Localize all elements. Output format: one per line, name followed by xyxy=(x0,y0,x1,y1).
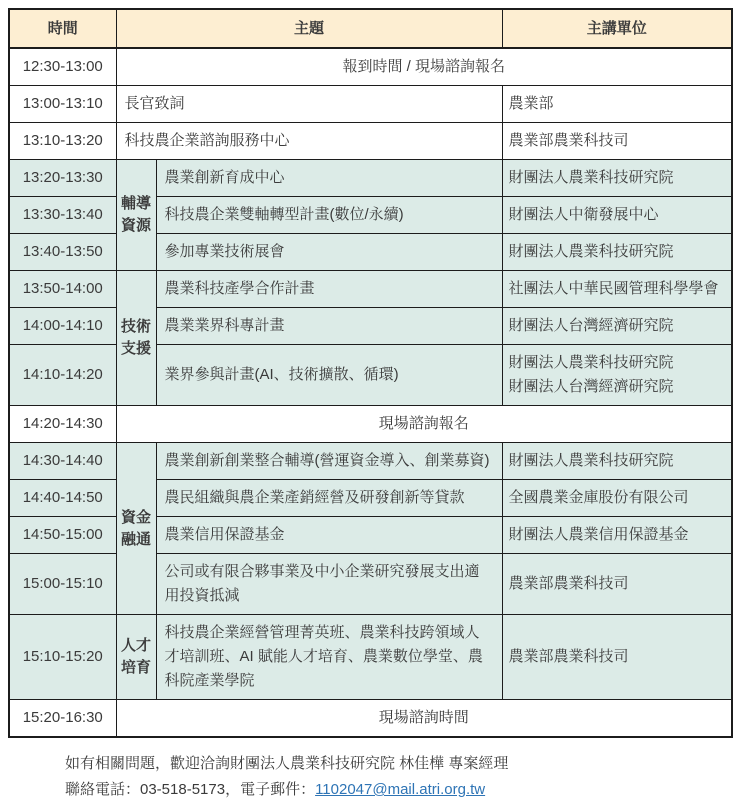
time-cell: 14:20-14:30 xyxy=(9,406,116,443)
contact-info-text: 聯絡電話：03-518-5173，電子郵件： xyxy=(65,781,316,798)
col-header-speaker: 主講單位 xyxy=(502,9,732,48)
time-cell: 15:10-15:20 xyxy=(9,615,116,700)
table-row-onsite-consultation xyxy=(9,700,732,738)
speaker-cell: 財團法人農業科技研究院 xyxy=(502,234,732,271)
table-row xyxy=(9,443,732,480)
merged-cell: 現場諮詢時間 xyxy=(116,700,732,738)
speaker-cell: 財團法人農業科技研究院 xyxy=(502,443,732,480)
time-cell: 13:00-13:10 xyxy=(9,86,116,123)
speaker-cell: 農業部農業科技司 xyxy=(502,615,732,700)
time-cell: 14:10-14:20 xyxy=(9,345,116,406)
speaker-cell: 財團法人農業信用保證基金 xyxy=(502,517,732,554)
footer-line2 xyxy=(65,777,711,798)
header-row xyxy=(9,9,732,48)
table-row-onsite-registration xyxy=(9,406,732,443)
table-row xyxy=(9,123,732,160)
category-cell-technical-support: 技術支援 xyxy=(116,271,156,406)
topic-cell: 農業創新育成中心 xyxy=(156,160,502,197)
topic-cell: 長官致詞 xyxy=(116,86,502,123)
email-link[interactable]: 1102047@mail.atri.org.tw xyxy=(315,781,486,798)
time-cell: 13:30-13:40 xyxy=(9,197,116,234)
topic-cell: 農業業界科專計畫 xyxy=(156,308,502,345)
schedule-table xyxy=(8,8,733,738)
merged-cell: 報到時間 / 現場諮詢報名 xyxy=(116,48,732,86)
speaker-cell: 農業部農業科技司 xyxy=(502,554,732,615)
table-row xyxy=(9,86,732,123)
topic-cell: 公司或有限合夥事業及中小企業研究發展支出適用投資抵減 xyxy=(156,554,502,615)
topic-cell: 科技農企業諮詢服務中心 xyxy=(116,123,502,160)
time-cell: 12:30-13:00 xyxy=(9,48,116,86)
table-row xyxy=(9,271,732,308)
time-cell: 13:40-13:50 xyxy=(9,234,116,271)
time-cell: 14:50-15:00 xyxy=(9,517,116,554)
time-cell: 15:00-15:10 xyxy=(9,554,116,615)
speaker-cell: 農業部農業科技司 xyxy=(502,123,732,160)
topic-cell: 科技農企業雙軸轉型計畫(數位/永續) xyxy=(156,197,502,234)
topic-cell: 農業科技產學合作計畫 xyxy=(156,271,502,308)
col-header-time: 時間 xyxy=(9,9,116,48)
topic-cell: 參加專業技術展會 xyxy=(156,234,502,271)
merged-cell: 現場諮詢報名 xyxy=(116,406,732,443)
category-cell-coaching-resources: 輔導資源 xyxy=(116,160,156,271)
time-cell: 15:20-16:30 xyxy=(9,700,116,738)
col-header-topic: 主題 xyxy=(116,9,502,48)
table-row-registration xyxy=(9,48,732,86)
footer-line1: 如有相關問題，歡迎洽詢財團法人農業科技研究院 林佳樺 專案經理 xyxy=(65,755,509,772)
speaker-cell: 全國農業金庫股份有限公司 xyxy=(502,480,732,517)
time-cell: 13:20-13:30 xyxy=(9,160,116,197)
time-cell: 14:30-14:40 xyxy=(9,443,116,480)
time-cell: 13:10-13:20 xyxy=(9,123,116,160)
speaker-line: 財團法人台灣經濟研究院 xyxy=(508,378,674,395)
speaker-cell: 農業部 xyxy=(502,86,732,123)
category-cell-talent-cultivation: 人才培育 xyxy=(116,615,156,700)
table-row xyxy=(9,160,732,197)
topic-cell: 業界參與計畫(AI、技術擴散、循環) xyxy=(156,345,502,406)
topic-cell: 科技農企業經營管理菁英班、農業科技跨領域人才培訓班、AI 賦能人才培育、農業數位學堂、農科院產業學院 xyxy=(156,615,502,700)
speaker-cell: 社團法人中華民國管理科學學會 xyxy=(502,271,732,308)
topic-cell: 農民組織與農企業產銷經營及研發創新等貸款 xyxy=(156,480,502,517)
table-row xyxy=(9,615,732,700)
time-cell: 14:00-14:10 xyxy=(9,308,116,345)
footer-contact-note xyxy=(8,738,731,798)
speaker-cell: 財團法人台灣經濟研究院 xyxy=(502,308,732,345)
time-cell: 13:50-14:00 xyxy=(9,271,116,308)
topic-cell: 農業創新創業整合輔導(營運資金導入、創業募資) xyxy=(156,443,502,480)
time-cell: 14:40-14:50 xyxy=(9,480,116,517)
speaker-cell: 財團法人農業科技研究院 xyxy=(502,160,732,197)
category-cell-financing: 資金融通 xyxy=(116,443,156,615)
speaker-line: 財團法人農業科技研究院 xyxy=(508,354,674,371)
topic-cell: 農業信用保證基金 xyxy=(156,517,502,554)
speaker-cell xyxy=(502,345,732,406)
speaker-cell: 財團法人中衛發展中心 xyxy=(502,197,732,234)
